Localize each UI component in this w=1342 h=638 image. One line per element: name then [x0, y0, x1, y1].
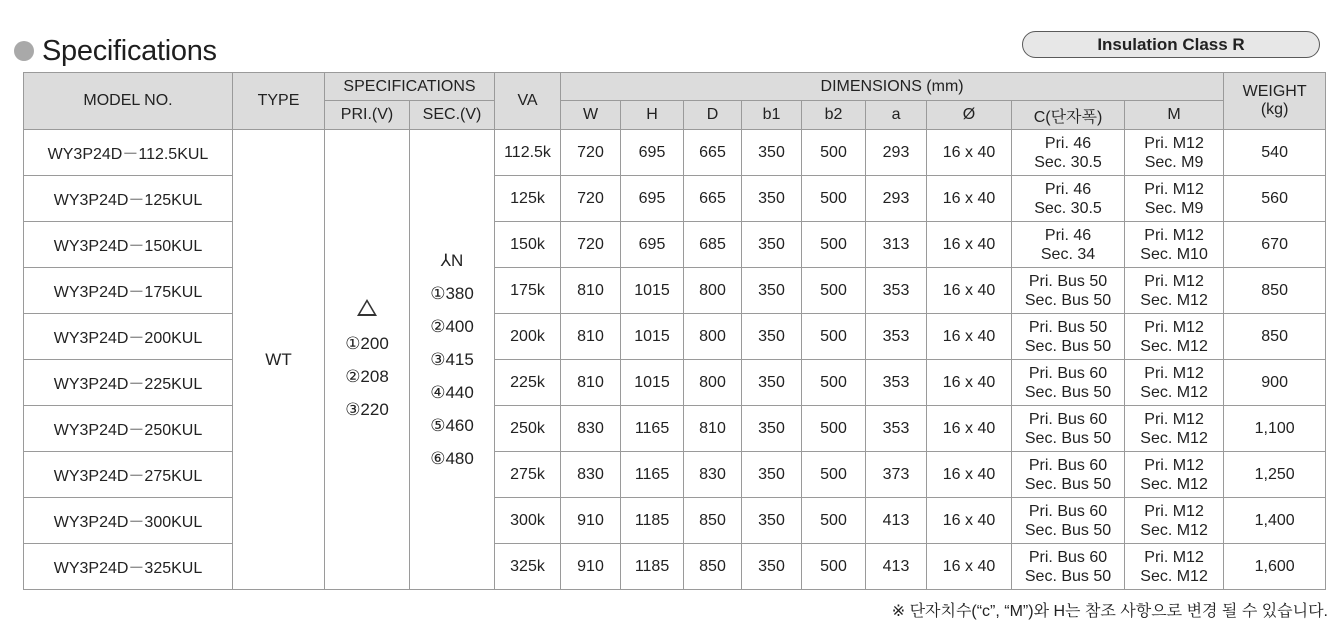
cell-c-line: Pri. 46 — [1044, 134, 1092, 152]
cell-a: 353 — [866, 406, 927, 452]
cell-model: WY3P24D－175KUL — [24, 268, 233, 314]
cell-c — [1012, 544, 1125, 590]
delta-connection-icon — [325, 294, 409, 327]
cell-a: 373 — [866, 452, 927, 498]
cell-h: 695 — [621, 176, 684, 222]
cell-b1: 350 — [742, 498, 802, 544]
cell-c-line: Sec. 34 — [1040, 245, 1096, 263]
wye-neutral-symbol: ⅄N — [440, 251, 464, 270]
cell-c-line: Pri. Bus 60 — [1028, 548, 1108, 566]
cell-weight: 670 — [1224, 222, 1326, 268]
header-m: M — [1125, 101, 1224, 130]
cell-c — [1012, 360, 1125, 406]
cell-c-line: Sec. 30.5 — [1034, 153, 1102, 171]
cell-d: 665 — [684, 176, 742, 222]
cell-c-line: Pri. Bus 60 — [1028, 410, 1108, 428]
cell-a: 353 — [866, 360, 927, 406]
footnote: ※ 단자치수(“c”, “M”)와 H는 참조 사항으로 변경 될 수 있습니다. — [891, 603, 1328, 620]
header-model: MODEL NO. — [24, 73, 233, 130]
cell-model: WY3P24D－200KUL — [24, 314, 233, 360]
cell-b1: 350 — [742, 268, 802, 314]
cell-w: 810 — [561, 314, 621, 360]
section-heading — [14, 34, 217, 68]
header-pri: PRI.(V) — [325, 101, 410, 130]
header-b1: b1 — [742, 101, 802, 130]
cell-w: 830 — [561, 406, 621, 452]
sec-voltage: ④440 — [430, 383, 474, 402]
cell-w: 810 — [561, 268, 621, 314]
table-body — [24, 130, 1326, 590]
table-row — [24, 176, 1326, 222]
cell-a: 313 — [866, 222, 927, 268]
pri-voltage: ①200 — [345, 333, 389, 353]
header-weight-unit: (kg) — [1260, 101, 1289, 118]
cell-b2: 500 — [802, 360, 866, 406]
cell-va: 150k — [495, 222, 561, 268]
cell-b2: 500 — [802, 314, 866, 360]
header-sec: SEC.(V) — [410, 101, 495, 130]
cell-phi: 16 x 40 — [927, 130, 1012, 176]
cell-va: 125k — [495, 176, 561, 222]
cell-b1: 350 — [742, 406, 802, 452]
cell-phi: 16 x 40 — [927, 452, 1012, 498]
cell-d: 800 — [684, 360, 742, 406]
table-row — [24, 314, 1326, 360]
cell-m — [1125, 222, 1224, 268]
cell-phi: 16 x 40 — [927, 268, 1012, 314]
cell-weight: 1,100 — [1224, 406, 1326, 452]
table-row — [24, 130, 1326, 176]
pri-voltage: ②208 — [345, 366, 389, 386]
cell-m-line: Pri. M12 — [1144, 548, 1204, 566]
cell-c — [1012, 314, 1125, 360]
cell-va: 275k — [495, 452, 561, 498]
cell-w: 910 — [561, 498, 621, 544]
cell-m-line: Sec. M12 — [1140, 521, 1208, 539]
cell-c-line: Sec. Bus 50 — [1024, 429, 1112, 447]
cell-a: 293 — [866, 130, 927, 176]
cell-b2: 500 — [802, 130, 866, 176]
cell-c-line: Pri. Bus 50 — [1028, 318, 1108, 336]
table-row — [24, 544, 1326, 590]
cell-m-line: Pri. M12 — [1144, 226, 1204, 244]
cell-m-line: Pri. M12 — [1144, 134, 1204, 152]
cell-type: WT — [233, 130, 325, 590]
cell-phi: 16 x 40 — [927, 314, 1012, 360]
cell-h: 695 — [621, 222, 684, 268]
cell-d: 685 — [684, 222, 742, 268]
specifications-table — [23, 72, 1326, 590]
cell-m-line: Pri. M12 — [1144, 364, 1204, 382]
cell-c-line: Pri. Bus 50 — [1028, 272, 1108, 290]
cell-b2: 500 — [802, 544, 866, 590]
cell-pri — [325, 130, 410, 590]
cell-m — [1125, 176, 1224, 222]
sec-voltage: ①380 — [430, 284, 474, 303]
cell-a: 353 — [866, 268, 927, 314]
cell-a: 413 — [866, 498, 927, 544]
cell-model: WY3P24D－225KUL — [24, 360, 233, 406]
cell-c — [1012, 498, 1125, 544]
table-row — [24, 498, 1326, 544]
cell-weight: 1,600 — [1224, 544, 1326, 590]
cell-phi: 16 x 40 — [927, 406, 1012, 452]
pri-voltage: ③220 — [345, 399, 389, 419]
cell-m-line: Pri. M12 — [1144, 410, 1204, 428]
header-h: H — [621, 101, 684, 130]
cell-phi: 16 x 40 — [927, 176, 1012, 222]
sec-voltage: ⑥480 — [430, 449, 474, 468]
cell-b2: 500 — [802, 222, 866, 268]
cell-c — [1012, 452, 1125, 498]
header-phi: Ø — [927, 101, 1012, 130]
cell-c — [1012, 222, 1125, 268]
cell-model: WY3P24D－325KUL — [24, 544, 233, 590]
bullet-circle-icon — [14, 41, 34, 61]
cell-b2: 500 — [802, 498, 866, 544]
cell-m-line: Sec. M12 — [1140, 429, 1208, 447]
cell-weight: 900 — [1224, 360, 1326, 406]
cell-va: 300k — [495, 498, 561, 544]
cell-m-line: Pri. M12 — [1144, 318, 1204, 336]
cell-c-line: Sec. 30.5 — [1034, 199, 1102, 217]
cell-b1: 350 — [742, 222, 802, 268]
cell-m — [1125, 452, 1224, 498]
cell-c-line: Sec. Bus 50 — [1024, 383, 1112, 401]
cell-c — [1012, 406, 1125, 452]
cell-weight: 560 — [1224, 176, 1326, 222]
cell-c-line: Pri. Bus 60 — [1028, 456, 1108, 474]
cell-c-line: Sec. Bus 50 — [1024, 521, 1112, 539]
cell-c-line: Sec. Bus 50 — [1024, 337, 1112, 355]
cell-d: 850 — [684, 498, 742, 544]
cell-h: 1185 — [621, 498, 684, 544]
cell-weight: 850 — [1224, 314, 1326, 360]
cell-va: 175k — [495, 268, 561, 314]
cell-weight: 1,400 — [1224, 498, 1326, 544]
cell-b1: 350 — [742, 176, 802, 222]
cell-m-line: Pri. M12 — [1144, 272, 1204, 290]
cell-w: 810 — [561, 360, 621, 406]
cell-h: 1165 — [621, 406, 684, 452]
header-dimensions: DIMENSIONS (mm) — [561, 73, 1224, 101]
cell-b1: 350 — [742, 360, 802, 406]
cell-d: 810 — [684, 406, 742, 452]
cell-d: 665 — [684, 130, 742, 176]
cell-d: 850 — [684, 544, 742, 590]
cell-m-line: Pri. M12 — [1144, 456, 1204, 474]
cell-phi: 16 x 40 — [927, 360, 1012, 406]
cell-m — [1125, 498, 1224, 544]
cell-c — [1012, 130, 1125, 176]
header-b2: b2 — [802, 101, 866, 130]
cell-c-line: Sec. Bus 50 — [1024, 475, 1112, 493]
cell-c — [1012, 176, 1125, 222]
cell-w: 910 — [561, 544, 621, 590]
cell-va: 250k — [495, 406, 561, 452]
cell-m — [1125, 130, 1224, 176]
sec-voltage: ⑤460 — [430, 416, 474, 435]
cell-va: 200k — [495, 314, 561, 360]
cell-m — [1125, 544, 1224, 590]
header-c: C(단자폭) — [1012, 101, 1125, 130]
cell-model: WY3P24D－300KUL — [24, 498, 233, 544]
cell-m-line: Sec. M9 — [1144, 199, 1204, 217]
cell-model: WY3P24D－112.5KUL — [24, 130, 233, 176]
cell-model: WY3P24D－275KUL — [24, 452, 233, 498]
cell-b1: 350 — [742, 314, 802, 360]
header-specifications: SPECIFICATIONS — [325, 73, 495, 101]
cell-a: 413 — [866, 544, 927, 590]
cell-m — [1125, 268, 1224, 314]
cell-c-line: Pri. 46 — [1044, 226, 1092, 244]
cell-h: 695 — [621, 130, 684, 176]
cell-model: WY3P24D－250KUL — [24, 406, 233, 452]
cell-b2: 500 — [802, 406, 866, 452]
cell-m-line: Sec. M12 — [1140, 383, 1208, 401]
cell-m-line: Sec. M9 — [1144, 153, 1204, 171]
cell-a: 353 — [866, 314, 927, 360]
cell-va: 325k — [495, 544, 561, 590]
cell-h: 1165 — [621, 452, 684, 498]
page-title: Specifications — [42, 34, 217, 67]
cell-c-line: Sec. Bus 50 — [1024, 291, 1112, 309]
cell-h: 1185 — [621, 544, 684, 590]
table-row — [24, 406, 1326, 452]
cell-m-line: Pri. M12 — [1144, 502, 1204, 520]
cell-h: 1015 — [621, 360, 684, 406]
cell-b2: 500 — [802, 176, 866, 222]
cell-d: 800 — [684, 314, 742, 360]
cell-m-line: Sec. M12 — [1140, 291, 1208, 309]
header-va: VA — [495, 73, 561, 130]
cell-m — [1125, 314, 1224, 360]
header-type: TYPE — [233, 73, 325, 130]
header-a: a — [866, 101, 927, 130]
cell-w: 720 — [561, 222, 621, 268]
sec-voltage: ③415 — [430, 350, 474, 369]
cell-weight: 1,250 — [1224, 452, 1326, 498]
cell-model: WY3P24D－125KUL — [24, 176, 233, 222]
cell-phi: 16 x 40 — [927, 544, 1012, 590]
cell-b2: 500 — [802, 452, 866, 498]
cell-va: 225k — [495, 360, 561, 406]
cell-va: 112.5k — [495, 130, 561, 176]
cell-m — [1125, 360, 1224, 406]
cell-phi: 16 x 40 — [927, 222, 1012, 268]
header-d: D — [684, 101, 742, 130]
cell-c — [1012, 268, 1125, 314]
cell-d: 800 — [684, 268, 742, 314]
cell-c-line: Pri. 46 — [1044, 180, 1092, 198]
cell-m-line: Sec. M12 — [1140, 337, 1208, 355]
cell-m — [1125, 406, 1224, 452]
table-row — [24, 222, 1326, 268]
header-weight — [1224, 73, 1326, 130]
cell-h: 1015 — [621, 268, 684, 314]
cell-c-line: Pri. Bus 60 — [1028, 364, 1108, 382]
cell-b1: 350 — [742, 452, 802, 498]
cell-a: 293 — [866, 176, 927, 222]
cell-b1: 350 — [742, 130, 802, 176]
header-weight-label: WEIGHT — [1242, 83, 1307, 100]
cell-weight: 850 — [1224, 268, 1326, 314]
cell-sec — [410, 130, 495, 590]
table-row — [24, 360, 1326, 406]
cell-c-line: Pri. Bus 60 — [1028, 502, 1108, 520]
insulation-class-badge: Insulation Class R — [1022, 31, 1320, 58]
table-row — [24, 268, 1326, 314]
cell-d: 830 — [684, 452, 742, 498]
cell-h: 1015 — [621, 314, 684, 360]
cell-m-line: Pri. M12 — [1144, 180, 1204, 198]
cell-model: WY3P24D－150KUL — [24, 222, 233, 268]
cell-w: 830 — [561, 452, 621, 498]
cell-weight: 540 — [1224, 130, 1326, 176]
cell-w: 720 — [561, 130, 621, 176]
cell-b1: 350 — [742, 544, 802, 590]
table-row — [24, 452, 1326, 498]
header-w: W — [561, 101, 621, 130]
cell-m-line: Sec. M10 — [1140, 245, 1208, 263]
cell-m-line: Sec. M12 — [1140, 567, 1208, 585]
cell-m-line: Sec. M12 — [1140, 475, 1208, 493]
cell-c-line: Sec. Bus 50 — [1024, 567, 1112, 585]
cell-w: 720 — [561, 176, 621, 222]
cell-phi: 16 x 40 — [927, 498, 1012, 544]
sec-voltage: ②400 — [430, 317, 474, 336]
cell-b2: 500 — [802, 268, 866, 314]
